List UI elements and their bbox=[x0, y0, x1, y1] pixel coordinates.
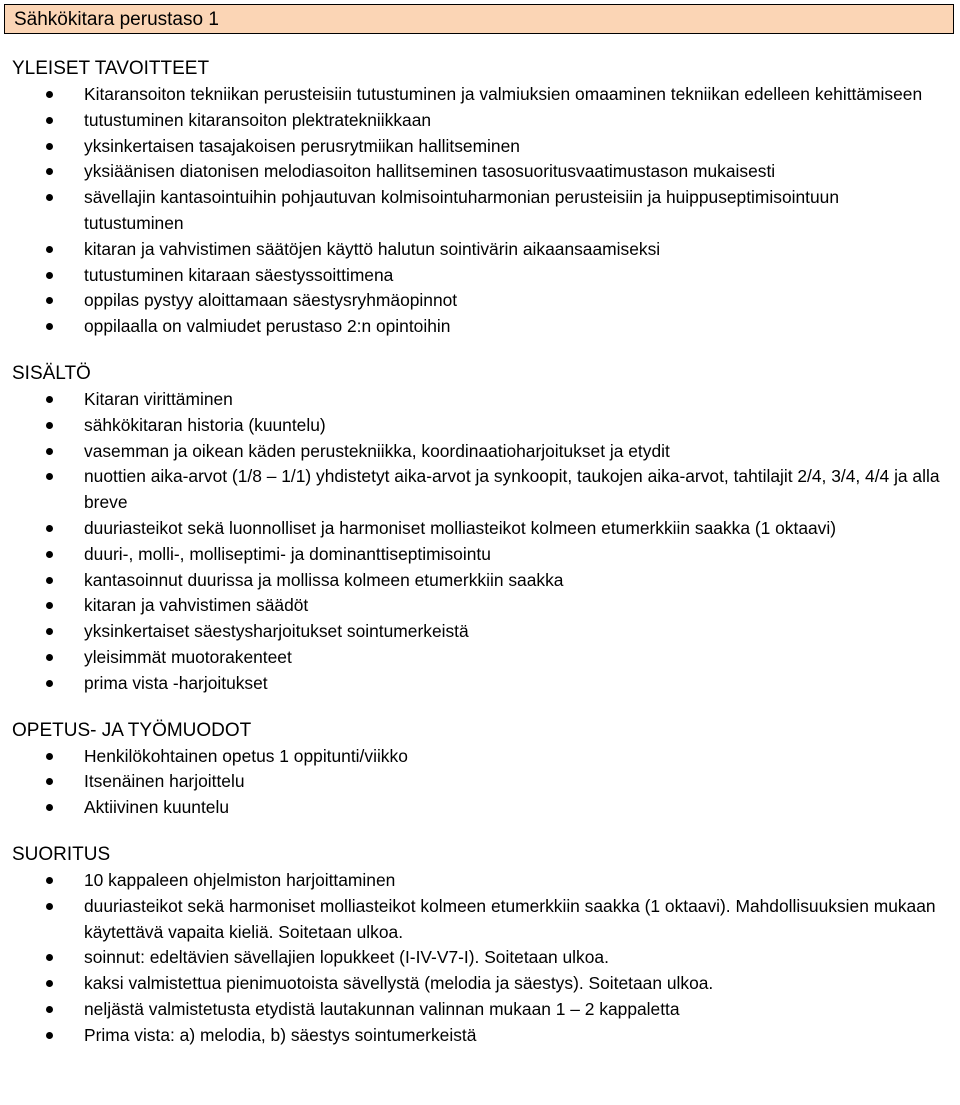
bullet-icon bbox=[46, 1006, 53, 1013]
list-item bbox=[12, 619, 942, 645]
list-item-text: soinnut: edeltävien sävellajien lopukkeet (I-IV-V7-I). Soitetaan ulkoa. bbox=[84, 947, 609, 968]
list-item-text: oppilas pystyy aloittamaan säestysryhmäopinnot bbox=[84, 290, 458, 311]
document-title: Sähkökitara perustaso 1 bbox=[14, 9, 219, 30]
bullet-icon bbox=[46, 525, 53, 532]
list-item-text: Kitaransoiton tekniikan perusteisiin tutustuminen ja valmiuksien omaaminen tekniikan edelleen kehittämiseen bbox=[84, 84, 923, 104]
list-item-text: oppilaalla on valmiudet perustaso 2:n opintoihin bbox=[84, 316, 451, 337]
list-item bbox=[12, 185, 942, 237]
list-item-text: yleisimmät muotorakenteet bbox=[84, 646, 292, 667]
section-sisalto bbox=[12, 361, 942, 697]
list-item bbox=[12, 439, 942, 465]
list-item-text: neljästä valmistetusta etydistä lautakunnan valinnan mukaan 1 – 2 kappaletta bbox=[84, 998, 680, 1019]
section-opetus-ja-tyomuodot bbox=[12, 718, 942, 821]
list-item bbox=[12, 263, 942, 289]
list-item bbox=[12, 159, 942, 185]
bullet-list bbox=[12, 82, 942, 340]
list-item-text: nuottien aika-arvot (1/8 – 1/1) yhdistetyt aika-arvot ja synkoopit, taukojen aika-arvot, tahtilajit 2/4, 3/4, 4/4 ja alla breve bbox=[84, 466, 940, 513]
bullet-icon bbox=[46, 297, 53, 304]
bullet-icon bbox=[46, 602, 53, 609]
section-suoritus bbox=[12, 842, 942, 1049]
list-item bbox=[12, 1023, 942, 1049]
bullet-list bbox=[12, 387, 942, 697]
bullet-icon bbox=[46, 396, 53, 403]
bullet-icon bbox=[46, 680, 53, 687]
list-item bbox=[12, 516, 942, 542]
list-item-text: duuriasteikot sekä harmoniset molliasteikot kolmeen etumerkkiin saakka (1 oktaavi). Mahdollisuuksien mukaan käytettävä vapaita kieliä. Soitetaan ulkoa. bbox=[84, 895, 936, 942]
bullet-icon bbox=[46, 323, 53, 330]
list-item bbox=[12, 387, 942, 413]
bullet-icon bbox=[46, 903, 53, 910]
section-heading: YLEISET TAVOITTEET bbox=[12, 58, 210, 79]
bullet-icon bbox=[46, 577, 53, 584]
bullet-icon bbox=[46, 422, 53, 429]
section-heading: OPETUS- JA TYÖMUODOT bbox=[12, 719, 252, 741]
list-item bbox=[12, 769, 942, 795]
list-item-text: 10 kappaleen ohjelmiston harjoittaminen bbox=[84, 869, 396, 890]
list-item-text: yksinkertaisen tasajakoisen perusrytmiikan hallitseminen bbox=[84, 135, 520, 156]
list-item bbox=[12, 314, 942, 340]
bullet-icon bbox=[46, 246, 53, 253]
document-body bbox=[12, 56, 942, 1070]
list-item bbox=[12, 464, 942, 516]
section-heading: SISÄLTÖ bbox=[12, 362, 91, 384]
list-item bbox=[12, 997, 942, 1023]
bullet-list bbox=[12, 868, 942, 1049]
bullet-icon bbox=[46, 91, 53, 98]
list-item-text: vasemman ja oikean käden perustekniikka, koordinaatioharjoitukset ja etydit bbox=[84, 440, 670, 461]
list-item bbox=[12, 744, 942, 770]
bullet-icon bbox=[46, 272, 53, 279]
bullet-icon bbox=[46, 753, 53, 760]
list-item bbox=[12, 593, 942, 619]
list-item-text: tutustuminen kitaraan säestyssoittimena bbox=[84, 264, 394, 285]
list-item bbox=[12, 134, 942, 160]
bullet-icon bbox=[46, 168, 53, 175]
bullet-icon bbox=[46, 804, 53, 811]
bullet-icon bbox=[46, 877, 53, 884]
list-item-text: yksiäänisen diatonisen melodiasoiton hallitseminen tasosuoritusvaatimustason mukaisesti bbox=[84, 161, 776, 182]
bullet-icon bbox=[46, 551, 53, 558]
section-yleiset-tavoitteet bbox=[12, 56, 942, 340]
list-item-text: yksinkertaiset säestysharjoitukset sointumerkeistä bbox=[84, 621, 469, 642]
list-item bbox=[12, 237, 942, 263]
list-item bbox=[12, 795, 942, 821]
title-bar bbox=[4, 4, 954, 34]
bullet-icon bbox=[46, 143, 53, 150]
bullet-icon bbox=[46, 117, 53, 124]
bullet-icon bbox=[46, 1032, 53, 1039]
bullet-icon bbox=[46, 778, 53, 785]
list-item bbox=[12, 671, 942, 697]
list-item-text: Prima vista: a) melodia, b) säestys sointumerkeistä bbox=[84, 1024, 477, 1045]
list-item-text: prima vista -harjoitukset bbox=[84, 672, 268, 693]
list-item bbox=[12, 542, 942, 568]
list-item bbox=[12, 82, 942, 108]
list-item-text: kaksi valmistettua pienimuotoista sävellystä (melodia ja säestys). Soitetaan ulkoa. bbox=[84, 973, 714, 994]
list-item-text: Aktiivinen kuuntelu bbox=[84, 797, 230, 818]
list-item-text: Kitaran virittäminen bbox=[84, 388, 233, 409]
list-item bbox=[12, 945, 942, 971]
list-item bbox=[12, 288, 942, 314]
list-item bbox=[12, 868, 942, 894]
list-item bbox=[12, 568, 942, 594]
bullet-list bbox=[12, 744, 942, 821]
list-item-text: sähkökitaran historia (kuuntelu) bbox=[84, 414, 326, 435]
list-item-text: Henkilökohtainen opetus 1 oppitunti/viikko bbox=[84, 745, 408, 766]
list-item-text: tutustuminen kitaransoiton plektratekniikkaan bbox=[84, 109, 432, 130]
list-item bbox=[12, 971, 942, 997]
bullet-icon bbox=[46, 448, 53, 455]
bullet-icon bbox=[46, 980, 53, 987]
list-item-text: kantasoinnut duurissa ja mollissa kolmeen etumerkkiin saakka bbox=[84, 569, 564, 590]
section-heading: SUORITUS bbox=[12, 843, 111, 865]
bullet-icon bbox=[46, 954, 53, 961]
bullet-icon bbox=[46, 194, 53, 201]
list-item-text: kitaran ja vahvistimen säädöt bbox=[84, 595, 309, 616]
list-item-text: kitaran ja vahvistimen säätöjen käyttö halutun sointivärin aikaansaamiseksi bbox=[84, 238, 661, 259]
list-item-text: Itsenäinen harjoittelu bbox=[84, 771, 245, 792]
list-item bbox=[12, 894, 942, 946]
bullet-icon bbox=[46, 473, 53, 480]
bullet-icon bbox=[46, 628, 53, 635]
list-item-text: duuri-, molli-, molliseptimi- ja dominanttiseptimisointu bbox=[84, 543, 491, 564]
list-item-text: sävellajin kantasointuihin pohjautuvan kolmisointuharmonian perusteisiin ja huippuseptimisointuun tutustuminen bbox=[84, 187, 840, 233]
list-item bbox=[12, 413, 942, 439]
list-item-text: duuriasteikot sekä luonnolliset ja harmoniset molliasteikot kolmeen etumerkkiin saakka (1 oktaavi) bbox=[84, 517, 837, 538]
bullet-icon bbox=[46, 654, 53, 661]
list-item bbox=[12, 108, 942, 134]
list-item bbox=[12, 645, 942, 671]
